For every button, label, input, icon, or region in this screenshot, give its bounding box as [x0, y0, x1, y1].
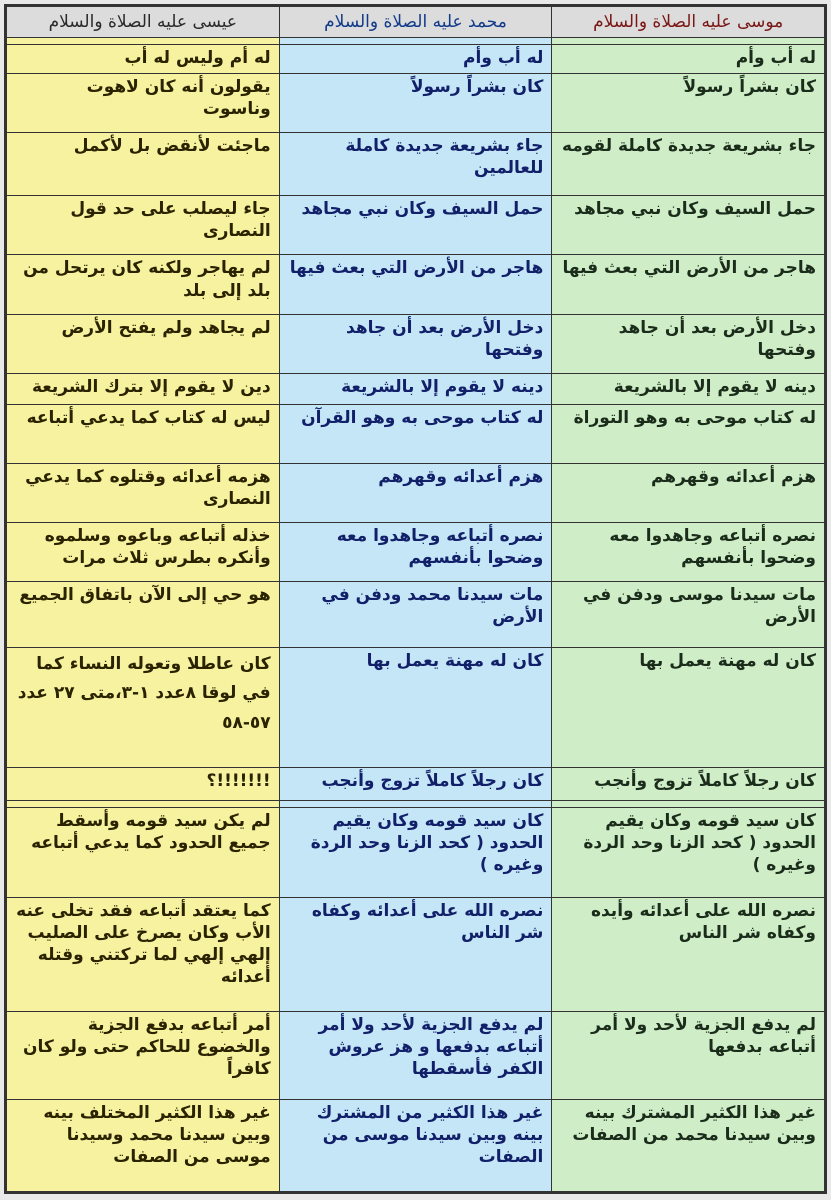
- table-row: [7, 404, 825, 463]
- cell-jesus: خذله أتباعه وباعوه وسلموه وأنكره بطرس ثلاث مرات: [7, 522, 280, 581]
- cell-mohammed: هزم أعدائه وقهرهم: [279, 463, 552, 522]
- table-row: [7, 132, 825, 195]
- table-row: [7, 768, 825, 801]
- cell-jesus: هو حي إلى الآن باتفاق الجميع: [7, 582, 280, 647]
- cell-mohammed: له أب وأم: [279, 45, 552, 74]
- cell-moses: غير هذا الكثير المشترك بينه وبين سيدنا محمد من الصفات: [552, 1099, 825, 1191]
- comparison-sheet: [4, 4, 827, 1194]
- cell-moses: كان رجلاً كاملاً تزوج وأنجب: [552, 768, 825, 801]
- table-row: [7, 1099, 825, 1191]
- cell-moses: دينه لا يقوم إلا بالشريعة: [552, 373, 825, 404]
- cell-mohammed: دخل الأرض بعد أن جاهد وفتحها: [279, 314, 552, 373]
- cell-moses: هزم أعدائه وقهرهم: [552, 463, 825, 522]
- cell-jesus: كان عاطلا وتعوله النساء كما في لوقا ٨عدد ١-٣،متى ٢٧ عدد ٥٧-٥٨: [7, 647, 280, 768]
- table-row: [7, 255, 825, 314]
- header-moses: موسى عليه الصلاة والسلام: [552, 7, 825, 38]
- cell-jesus: لم يهاجر ولكنه كان يرتحل من بلد إلى بلد: [7, 255, 280, 314]
- separator-row: [7, 800, 825, 807]
- table-row: [7, 1012, 825, 1100]
- cell-moses: هاجر من الأرض التي بعث فيها: [552, 255, 825, 314]
- header-mohammed: محمد عليه الصلاة والسلام: [279, 7, 552, 38]
- cell-mohammed: دينه لا يقوم إلا بالشريعة: [279, 373, 552, 404]
- table-row: [7, 807, 825, 897]
- cell-moses: كان له مهنة يعمل بها: [552, 647, 825, 768]
- cell-moses: نصره أتباعه وجاهدوا معه وضحوا بأنفسهم: [552, 522, 825, 581]
- header-jesus: عيسى عليه الصلاة والسلام: [7, 7, 280, 38]
- table-row: [7, 522, 825, 581]
- header-row: [7, 7, 825, 38]
- prophets-comparison-table: [6, 6, 825, 1192]
- cell-jesus: هزمه أعدائه وقتلوه كما يدعي النصارى: [7, 463, 280, 522]
- cell-mohammed: نصره الله على أعدائه وكفاه شر الناس: [279, 897, 552, 1011]
- cell-moses: نصره الله على أعدائه وأيده وكفاه شر الناس: [552, 897, 825, 1011]
- cell-mohammed: كان بشراً رسولاً: [279, 73, 552, 132]
- cell-jesus: جاء ليصلب على حد قول النصارى: [7, 196, 280, 255]
- table-row: [7, 73, 825, 132]
- cell-mohammed: نصره أتباعه وجاهدوا معه وضحوا بأنفسهم: [279, 522, 552, 581]
- cell-jesus: دين لا يقوم إلا بترك الشريعة: [7, 373, 280, 404]
- cell-jesus: !!!!!!!؟: [7, 768, 280, 801]
- cell-jesus: أمر أتباعه بدفع الجزية والخضوع للحاكم حتى ولو كان كافراً: [7, 1012, 280, 1100]
- cell-jesus: يقولون أنه كان لاهوت وناسوت: [7, 73, 280, 132]
- table-row: [7, 373, 825, 404]
- cell-jesus: لم يكن سيد قومه وأسقط جميع الحدود كما يدعي أتباعه: [7, 807, 280, 897]
- cell-mohammed: كان رجلاً كاملاً تزوج وأنجب: [279, 768, 552, 801]
- cell-moses: له أب وأم: [552, 45, 825, 74]
- cell-jesus: ماجئت لأنقض بل لأكمل: [7, 132, 280, 195]
- cell-jesus: لم يجاهد ولم يفتح الأرض: [7, 314, 280, 373]
- cell-moses: حمل السيف وكان نبي مجاهد: [552, 196, 825, 255]
- cell-mohammed: له كتاب موحى به وهو القرآن: [279, 404, 552, 463]
- cell-mohammed: جاء بشريعة جديدة كاملة للعالمين: [279, 132, 552, 195]
- cell-jesus: كما يعتقد أتباعه فقد تخلى عنه الأب وكان يصرخ على الصليب إلهي إلهي لما تركتني وقتله أعدائه: [7, 897, 280, 1011]
- cell-moses: مات سيدنا موسى ودفن في الأرض: [552, 582, 825, 647]
- cell-jesus: غير هذا الكثير المختلف بينه وبين سيدنا محمد وسيدنا موسى من الصفات: [7, 1099, 280, 1191]
- cell-mohammed: مات سيدنا محمد ودفن في الأرض: [279, 582, 552, 647]
- cell-moses: جاء بشريعة جديدة كاملة لقومه: [552, 132, 825, 195]
- cell-moses: لم يدفع الجزية لأحد ولا أمر أتباعه بدفعها: [552, 1012, 825, 1100]
- cell-mohammed: حمل السيف وكان نبي مجاهد: [279, 196, 552, 255]
- table-row: [7, 314, 825, 373]
- cell-mohammed: كان سيد قومه وكان يقيم الحدود ( كحد الزنا وحد الردة وغيره ): [279, 807, 552, 897]
- table-row: [7, 897, 825, 1011]
- table-row: [7, 582, 825, 647]
- separator-row: [7, 38, 825, 45]
- cell-moses: له كتاب موحى به وهو التوراة: [552, 404, 825, 463]
- cell-moses: كان سيد قومه وكان يقيم الحدود ( كحد الزنا وحد الردة وغيره ): [552, 807, 825, 897]
- cell-moses: كان بشراً رسولاً: [552, 73, 825, 132]
- cell-mohammed: هاجر من الأرض التي بعث فيها: [279, 255, 552, 314]
- table-row: [7, 463, 825, 522]
- table-row: [7, 196, 825, 255]
- cell-mohammed: كان له مهنة يعمل بها: [279, 647, 552, 768]
- cell-jesus: له أم وليس له أب: [7, 45, 280, 74]
- cell-mohammed: غير هذا الكثير من المشترك بينه وبين سيدنا موسى من الصفات: [279, 1099, 552, 1191]
- cell-moses: دخل الأرض بعد أن جاهد وفتحها: [552, 314, 825, 373]
- table-row: [7, 45, 825, 74]
- table-row: [7, 647, 825, 768]
- cell-mohammed: لم يدفع الجزية لأحد ولا أمر أتباعه بدفعها و هز عروش الكفر فأسقطها: [279, 1012, 552, 1100]
- cell-jesus: ليس له كتاب كما يدعي أتباعه: [7, 404, 280, 463]
